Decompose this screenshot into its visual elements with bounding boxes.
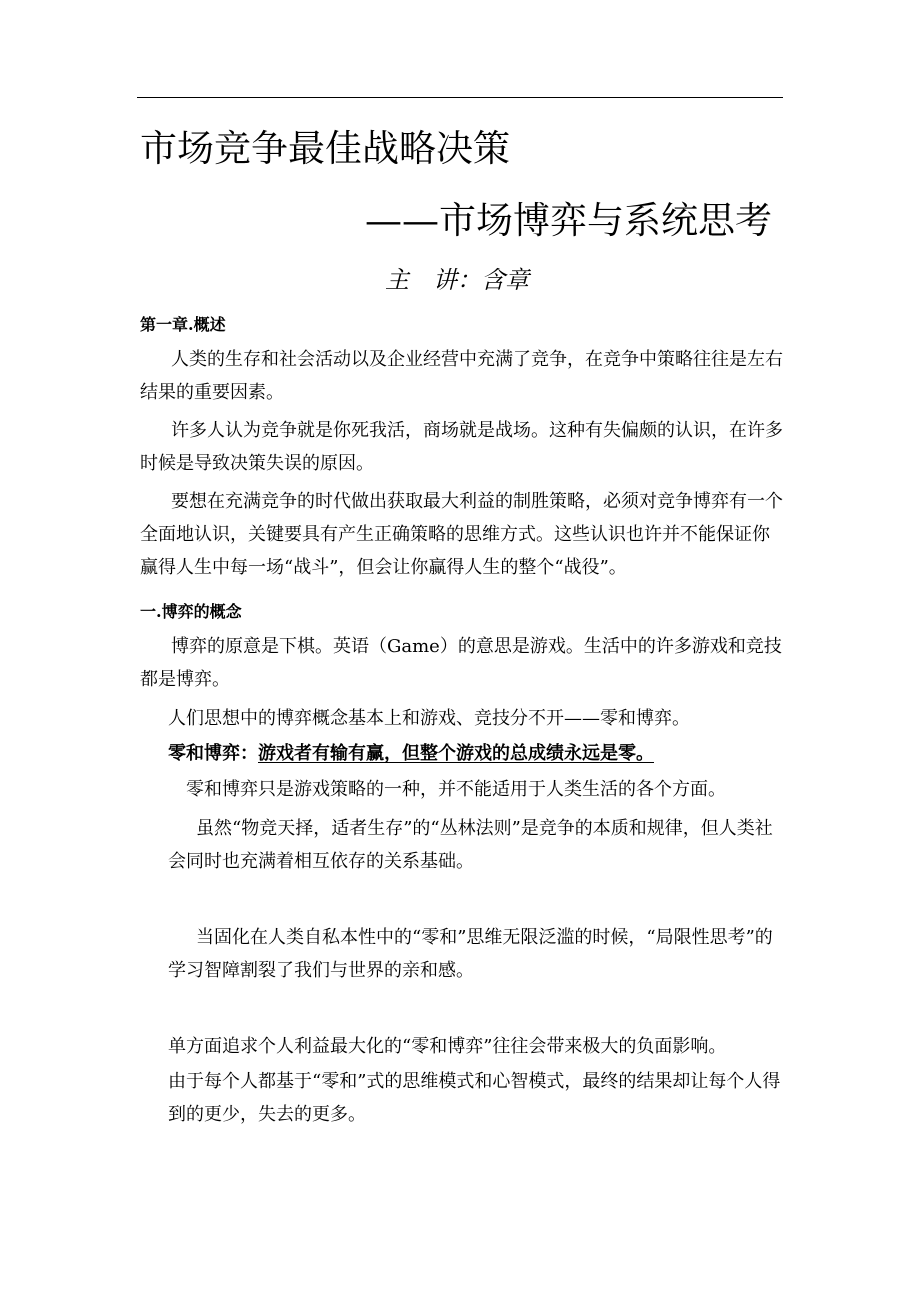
section-heading: 一.博弈的概念: [140, 602, 242, 621]
document-title: 市场竞争最佳战略决策: [140, 127, 510, 170]
zero-sum-definition: 游戏者有输有赢，但整个游戏的总成绩永远是零。: [258, 743, 654, 764]
document-subtitle: ——市场博弈与系统思考: [365, 199, 772, 242]
zero-sum-line: [168, 737, 654, 770]
paragraph-3: 要想在充满竞争的时代做出获取最大利益的制胜策略，必须对竞争博弈有一个全面地认识，关键要具有产生正确策略的思维方式。这些认识也许并不能保证你赢得人生中每一场“战斗”，但会让你赢得人生的整个“战役”。: [140, 491, 783, 578]
paragraph-10: 由于每个人都基于“零和”式的思维模式和心智模式，最终的结果却让每个人得到的更少，失去的更多。: [168, 1071, 781, 1125]
header-rule: [137, 97, 783, 98]
zero-sum-label: 零和博弈：: [168, 743, 258, 764]
paragraph-2: 许多人认为竞争就是你死我活，商场就是战场。这种有失偏颇的认识，在许多时候是导致决策失误的原因。: [140, 420, 783, 474]
paragraph-5: 人们思想中的博弈概念基本上和游戏、竞技分不开——零和博弈。: [168, 708, 690, 729]
paragraph-4: 博弈的原意是下棋。英语（Game）的意思是游戏。生活中的许多游戏和竞技都是博弈。: [140, 636, 782, 690]
paragraph-8: 当固化在人类自私本性中的“零和”思维无限泛滥的时候，“局限性思考”的学习智障割裂了我们与世界的亲和感。: [168, 927, 773, 981]
paragraph-9: 单方面追求个人利益最大化的“零和博弈”往往会带来极大的负面影响。: [168, 1036, 727, 1057]
paragraph-1: 人类的生存和社会活动以及企业经营中充满了竞争，在竞争中策略往往是左右结果的重要因素。: [140, 349, 783, 403]
paragraph-7: 虽然“物竞天择，适者生存”的“丛林法则”是竞争的本质和规律，但人类社会同时也充满着相互依存的关系基础。: [168, 818, 773, 872]
paragraph-6: 零和博弈只是游戏策略的一种，并不能适用于人类生活的各个方面。: [186, 779, 726, 800]
chapter-heading: 第一章.概述: [140, 315, 226, 334]
speaker-line: 主 讲：含章: [385, 266, 529, 294]
